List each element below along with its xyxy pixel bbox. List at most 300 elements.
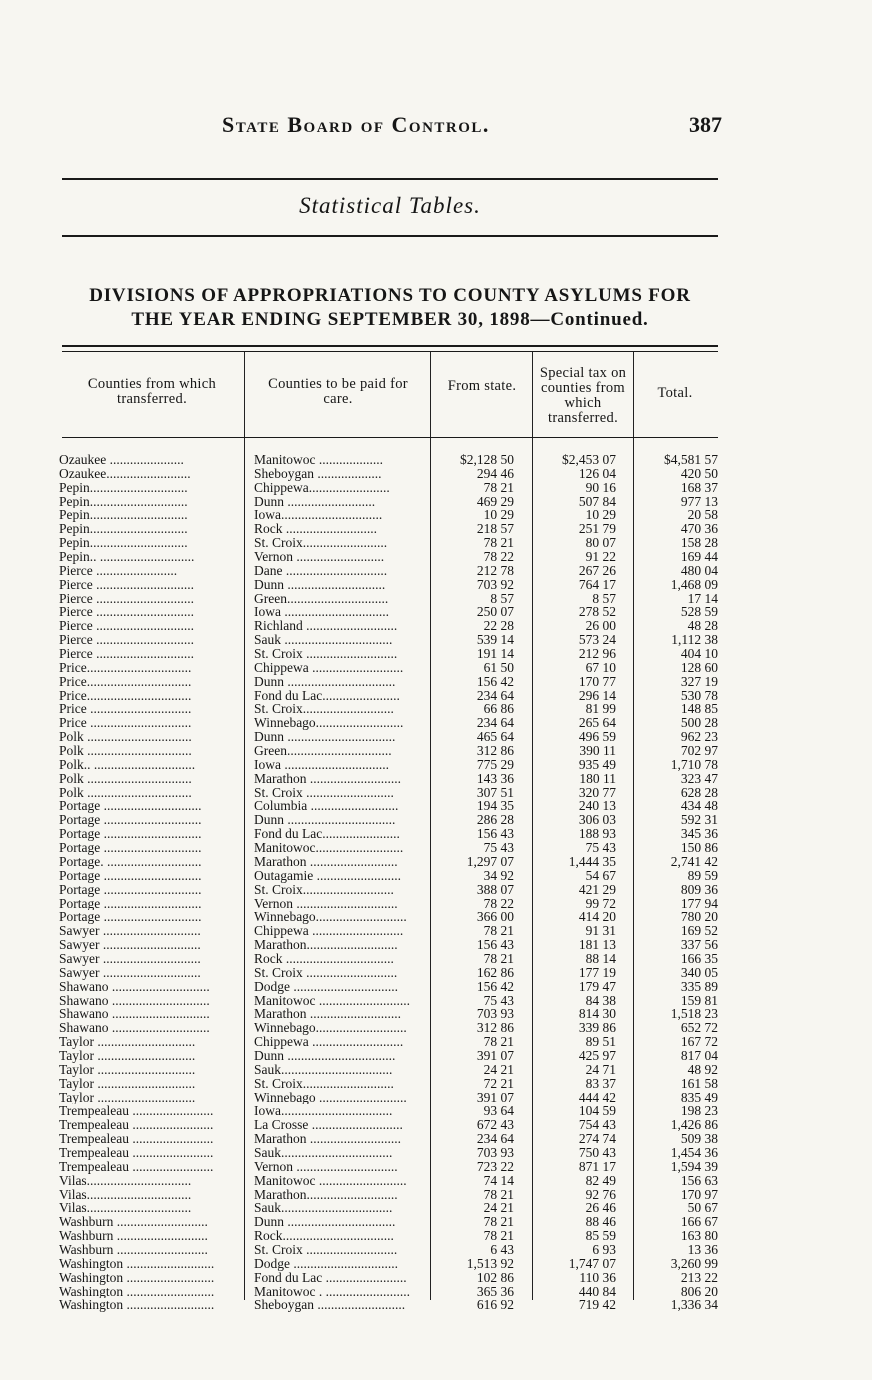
cell-total: 3,260 99 (670, 1255, 718, 1271)
cell-special-tax: 573 24 (578, 632, 616, 648)
cell-total: 20 58 (687, 507, 718, 523)
cell-from-state: 75 43 (483, 840, 514, 856)
cell-special-tax: 390 11 (579, 743, 616, 759)
cell-total: 323 47 (680, 770, 718, 786)
cell-to-county: Rock ........................... (254, 522, 377, 537)
table-row (0, 1271, 872, 1285)
table-row (0, 799, 872, 813)
table-row (0, 1063, 872, 1077)
cell-from-county: Portage ............................. (59, 896, 202, 911)
table-row (0, 730, 872, 744)
cell-total: 2,741 42 (670, 853, 718, 869)
cell-total: 159 81 (680, 992, 718, 1008)
cell-from-state: 78 21 (483, 923, 514, 939)
cell-total: 1,468 09 (670, 576, 718, 592)
cell-special-tax: 82 49 (585, 1172, 616, 1188)
cell-special-tax: 75 43 (585, 840, 616, 856)
cell-from-county: Trempealeau ........................ (59, 1132, 214, 1146)
cell-from-county: Washburn ........................... (59, 1229, 208, 1243)
cell-special-tax: 67 10 (585, 659, 616, 675)
cell-from-county: Pepin............................. (59, 494, 188, 509)
table-row (0, 716, 872, 730)
cell-from-county: Price............................... (59, 674, 192, 689)
cell-total: 806 20 (680, 1283, 718, 1299)
cell-from-state: 72 21 (483, 1075, 514, 1091)
table-row (0, 883, 872, 897)
cell-total: 404 10 (680, 646, 718, 662)
cell-from-state: 312 86 (476, 743, 514, 759)
cell-special-tax: 80 07 (585, 535, 616, 551)
cell-from-state: 703 92 (476, 576, 514, 592)
cell-special-tax: 251 79 (578, 521, 616, 537)
cell-to-county: Sauk................................. (254, 1201, 393, 1216)
cell-from-county: Shawano ............................. (59, 1007, 210, 1022)
cell-from-state: 6 43 (490, 1241, 514, 1257)
cell-to-county: Dane .............................. (254, 563, 388, 578)
cell-to-county: Iowa ............................... (254, 757, 389, 772)
cell-to-county: Fond du Lac ........................ (254, 1270, 407, 1285)
cell-total: 1,426 86 (670, 1117, 718, 1133)
cell-special-tax: 414 20 (578, 909, 616, 925)
cell-total: 335 89 (680, 978, 718, 994)
cell-from-state: 162 86 (476, 964, 514, 980)
cell-to-county: Marathon........................... (254, 1187, 398, 1202)
cell-from-state: 34 92 (483, 867, 514, 883)
cell-from-county: Sawyer ............................. (59, 951, 201, 966)
table-row (0, 1188, 872, 1202)
cell-total: 652 72 (680, 1020, 718, 1036)
cell-special-tax: 764 17 (578, 576, 616, 592)
table-row (0, 1104, 872, 1118)
cell-from-county: Pierce ............................. (59, 577, 194, 592)
table-row (0, 536, 872, 550)
cell-to-county: Dunn .......................... (254, 494, 376, 509)
header-total: Total. (657, 385, 693, 401)
cell-total: 156 63 (680, 1172, 718, 1188)
table-row (0, 1132, 872, 1146)
table-row (0, 1118, 872, 1132)
table-title-line-1: DIVISIONS OF APPROPRIATIONS TO COUNTY ASYLUMS FOR (89, 285, 691, 306)
cell-to-county: St. Croix ........................... (254, 647, 398, 661)
cell-total: 1,336 34 (670, 1297, 718, 1313)
cell-from-county: Pierce ............................. (59, 647, 194, 661)
cell-from-state: 1,513 92 (466, 1255, 514, 1271)
table-row (0, 994, 872, 1008)
cell-to-county: Dunn ................................ (254, 730, 396, 745)
table-row (0, 952, 872, 966)
cell-total: 962 23 (680, 729, 718, 745)
cell-from-county: Washington .......................... (59, 1256, 215, 1271)
table-row (0, 1007, 872, 1021)
table-row (0, 647, 872, 661)
cell-from-county: Washington .......................... (59, 1270, 215, 1285)
cell-total: 809 36 (680, 881, 718, 897)
cell-from-county: Portage ............................. (59, 813, 202, 828)
header-special-tax: Special tax on counties from which transferred. (539, 365, 627, 426)
cell-total: 1,518 23 (670, 1006, 718, 1022)
cell-from-state: 78 21 (483, 1034, 514, 1050)
table-row (0, 869, 872, 883)
cell-to-county: Winnebago........................... (254, 1021, 407, 1036)
cell-total: 1,454 36 (670, 1144, 718, 1160)
cell-special-tax: 339 86 (578, 1020, 616, 1036)
cell-from-county: Shawano ............................. (59, 993, 210, 1008)
table-row (0, 578, 872, 592)
table-row (0, 772, 872, 786)
cell-from-state: 294 46 (476, 465, 514, 481)
cell-total: 337 56 (680, 937, 718, 953)
cell-special-tax: 265 64 (578, 715, 616, 731)
cell-to-county: Sauk ................................ (254, 633, 393, 648)
running-head (60, 112, 722, 140)
cell-from-state: 312 86 (476, 1020, 514, 1036)
cell-to-county: Manitowoc ........................... (254, 993, 410, 1008)
cell-special-tax: 814 30 (578, 1006, 616, 1022)
table-row (0, 661, 872, 675)
table-row (0, 689, 872, 703)
cell-from-state: 78 22 (483, 895, 514, 911)
cell-to-county: St. Croix ........................... (254, 1242, 398, 1257)
cell-total: 50 67 (687, 1200, 718, 1216)
cell-from-county: Portage ............................. (59, 868, 202, 883)
table-row (0, 966, 872, 980)
cell-from-county: Portage ............................. (59, 882, 202, 897)
cell-from-county: Shawano ............................. (59, 1021, 210, 1036)
cell-total: 158 28 (680, 535, 718, 551)
cell-total: 345 36 (680, 826, 718, 842)
cell-to-county: Marathon .......................... (254, 854, 398, 869)
cell-from-county: Ozaukee......................... (59, 466, 191, 481)
cell-from-state: 66 86 (483, 701, 514, 717)
cell-from-state: 22 28 (483, 618, 514, 634)
cell-to-county: Fond du Lac....................... (254, 688, 400, 703)
cell-special-tax: 750 43 (578, 1144, 616, 1160)
cell-total: 592 31 (680, 812, 718, 828)
cell-to-county: Sheboygan ................... (254, 466, 382, 481)
cell-to-county: Sauk................................. (254, 1062, 393, 1077)
table-row (0, 1035, 872, 1049)
cell-from-county: Pierce ............................. (59, 591, 194, 606)
cell-from-state: 24 21 (483, 1200, 514, 1216)
cell-to-county: Chippewa ........................... (254, 660, 404, 675)
cell-to-county: Iowa ............................... (254, 605, 389, 620)
cell-from-county: Pepin............................. (59, 522, 188, 537)
table-row (0, 855, 872, 869)
cell-total: 148 85 (680, 701, 718, 717)
cell-to-county: Winnebago........................... (254, 910, 407, 925)
cell-to-county: Marathon ........................... (254, 1007, 401, 1022)
cell-special-tax: 88 14 (585, 950, 616, 966)
cell-total: 835 49 (680, 1089, 718, 1105)
cell-from-county: Price .............................. (59, 702, 192, 717)
cell-to-county: Vernon .......................... (254, 550, 385, 564)
cell-special-tax: 83 37 (585, 1075, 616, 1091)
table-row (0, 619, 872, 633)
cell-to-county: St. Croix ........................... (254, 965, 398, 980)
cell-special-tax: 278 52 (578, 604, 616, 620)
cell-from-state: 365 36 (476, 1283, 514, 1299)
table-body (0, 453, 872, 1312)
table-row (0, 841, 872, 855)
table-top-rule-thin (62, 351, 718, 352)
table-row (0, 522, 872, 536)
cell-from-county: Pepin.. ............................ (59, 550, 195, 564)
cell-total: 327 19 (680, 673, 718, 689)
cell-from-county: Pepin............................. (59, 536, 188, 551)
cell-from-state: 703 93 (476, 1144, 514, 1160)
cell-special-tax: 181 13 (578, 937, 616, 953)
cell-total: 177 94 (680, 895, 718, 911)
cell-special-tax: 170 77 (578, 673, 616, 689)
cell-special-tax: 99 72 (585, 895, 616, 911)
cell-from-state: 469 29 (476, 493, 514, 509)
cell-special-tax: 440 84 (578, 1283, 616, 1299)
cell-special-tax: 754 43 (578, 1117, 616, 1133)
cell-total: 977 13 (680, 493, 718, 509)
cell-to-county: St. Croix........................... (254, 1076, 394, 1091)
cell-from-county: Taylor ............................. (59, 1035, 196, 1049)
running-title: State Board of Control. (222, 112, 490, 137)
cell-to-county: Vernon .............................. (254, 1159, 398, 1174)
cell-total: 17 14 (687, 590, 718, 606)
table-row (0, 1298, 872, 1312)
cell-total: 169 52 (680, 923, 718, 939)
table-row (0, 786, 872, 800)
cell-special-tax: 24 71 (585, 1061, 616, 1077)
cell-special-tax: 81 99 (585, 701, 616, 717)
cell-from-state: 156 43 (476, 826, 514, 842)
cell-from-state: $2,128 50 (460, 452, 514, 467)
cell-to-county: Dunn ................................ (254, 1048, 396, 1063)
cell-special-tax: 84 38 (585, 992, 616, 1008)
cell-special-tax: 1,747 07 (568, 1255, 616, 1271)
cell-total: 480 04 (680, 562, 718, 578)
cell-total: 13 36 (687, 1241, 718, 1257)
table-row (0, 508, 872, 522)
header-rule-bottom (62, 235, 718, 237)
cell-from-county: Washburn ........................... (59, 1242, 208, 1257)
cell-special-tax: 6 93 (592, 1241, 616, 1257)
cell-total: 628 28 (680, 784, 718, 800)
table-row (0, 481, 872, 495)
cell-to-county: Dunn ................................ (254, 1215, 396, 1230)
cell-special-tax: 91 22 (585, 549, 616, 565)
cell-to-county: Manitowoc ................... (254, 453, 383, 467)
cell-total: 420 50 (680, 465, 718, 481)
cell-from-county: Washington .......................... (59, 1284, 215, 1299)
header-rule-top (62, 178, 718, 180)
table-row (0, 827, 872, 841)
table-row (0, 1215, 872, 1229)
header-from-county: Counties from which transferred. (87, 376, 217, 407)
cell-total: 166 35 (680, 950, 718, 966)
cell-special-tax: 719 42 (578, 1297, 616, 1313)
cell-special-tax: 92 76 (585, 1186, 616, 1202)
table-row (0, 1077, 872, 1091)
cell-from-county: Portage ............................. (59, 799, 202, 814)
cell-special-tax: 26 46 (585, 1200, 616, 1216)
cell-total: 169 44 (680, 549, 718, 565)
cell-from-state: 75 43 (483, 992, 514, 1008)
table-row (0, 980, 872, 994)
cell-from-state: 672 43 (476, 1117, 514, 1133)
table-row (0, 633, 872, 647)
header-underline (62, 437, 718, 438)
cell-total: 163 80 (680, 1228, 718, 1244)
cell-from-state: 307 51 (476, 784, 514, 800)
cell-total: 470 36 (680, 521, 718, 537)
cell-from-state: 703 93 (476, 1006, 514, 1022)
cell-from-county: Polk ............................... (59, 771, 192, 786)
cell-total: 702 97 (680, 743, 718, 759)
cell-from-state: 391 07 (476, 1089, 514, 1105)
table-row (0, 467, 872, 481)
table-row (0, 1229, 872, 1243)
cell-to-county: Sauk................................. (254, 1145, 393, 1160)
cell-total: 48 28 (687, 618, 718, 634)
cell-total: 168 37 (680, 479, 718, 495)
cell-to-county: Manitowoc .......................... (254, 1173, 407, 1188)
cell-from-county: Price .............................. (59, 716, 192, 731)
cell-to-county: Fond du Lac....................... (254, 827, 400, 842)
cell-special-tax: 296 14 (578, 687, 616, 703)
table-row (0, 1257, 872, 1271)
cell-from-county: Taylor ............................. (59, 1048, 196, 1063)
cell-from-county: Pierce ............................. (59, 605, 194, 620)
cell-from-state: 616 92 (476, 1297, 514, 1313)
cell-from-county: Washington .......................... (59, 1298, 215, 1313)
cell-from-county: Pierce ........................ (59, 563, 178, 578)
cell-from-county: Vilas............................... (59, 1187, 192, 1202)
cell-from-state: 391 07 (476, 1047, 514, 1063)
cell-from-state: 93 64 (483, 1103, 514, 1119)
cell-to-county: Marathon ........................... (254, 771, 401, 786)
cell-to-county: Marathon ........................... (254, 1132, 401, 1146)
cell-from-state: 74 14 (483, 1172, 514, 1188)
cell-total: 528 59 (680, 604, 718, 620)
cell-from-state: 234 64 (476, 687, 514, 703)
cell-from-county: Portage. ............................ (59, 854, 202, 869)
table-row (0, 564, 872, 578)
cell-to-county: Manitowoc.......................... (254, 841, 404, 855)
cell-from-county: Washburn ........................... (59, 1215, 208, 1230)
cell-to-county: Chippewa ........................... (254, 1035, 404, 1049)
table-row (0, 1243, 872, 1257)
cell-to-county: Vernon .............................. (254, 896, 398, 911)
cell-special-tax: 126 04 (578, 465, 616, 481)
cell-from-county: Taylor ............................. (59, 1062, 196, 1077)
cell-from-state: 250 07 (476, 604, 514, 620)
cell-to-county: Manitowoc . ......................... (254, 1284, 410, 1299)
cell-special-tax: 8 57 (592, 590, 616, 606)
cell-total: 530 78 (680, 687, 718, 703)
cell-total: 48 92 (687, 1061, 718, 1077)
cell-from-state: 78 21 (483, 1228, 514, 1244)
table-row (0, 1201, 872, 1215)
table-row (0, 495, 872, 509)
table-row (0, 1174, 872, 1188)
cell-to-county: Marathon........................... (254, 938, 398, 952)
cell-total: 213 22 (680, 1269, 718, 1285)
cell-special-tax: 1,444 35 (568, 853, 616, 869)
cell-from-state: 78 21 (483, 535, 514, 551)
cell-special-tax: 444 42 (578, 1089, 616, 1105)
cell-from-state: 78 21 (483, 1214, 514, 1230)
cell-from-state: 78 22 (483, 549, 514, 565)
cell-special-tax: 180 11 (579, 770, 616, 786)
cell-special-tax: 26 00 (585, 618, 616, 634)
cell-from-county: Ozaukee ...................... (59, 453, 184, 467)
cell-from-state: 388 07 (476, 881, 514, 897)
cell-from-county: Portage ............................. (59, 841, 202, 855)
cell-to-county: Chippewa ........................... (254, 924, 404, 939)
cell-special-tax: 104 59 (578, 1103, 616, 1119)
cell-from-state: 61 50 (483, 659, 514, 675)
cell-to-county: Outagamie ......................... (254, 868, 401, 883)
table-row (0, 910, 872, 924)
cell-from-state: 234 64 (476, 1131, 514, 1147)
cell-from-state: 156 42 (476, 673, 514, 689)
cell-total: 1,710 78 (670, 756, 718, 772)
table-title-line-2: THE YEAR ENDING SEPTEMBER 30, 1898—Continued. (131, 309, 649, 330)
cell-special-tax: 179 47 (578, 978, 616, 994)
cell-from-county: Pepin............................. (59, 508, 188, 523)
cell-special-tax: 507 84 (578, 493, 616, 509)
cell-from-state: 78 21 (483, 1186, 514, 1202)
cell-total: 434 48 (680, 798, 718, 814)
table-row (0, 675, 872, 689)
table-row (0, 1160, 872, 1174)
cell-from-county: Shawano ............................. (59, 979, 210, 994)
cell-from-county: Trempealeau ........................ (59, 1104, 214, 1119)
cell-from-county: Price............................... (59, 688, 192, 703)
cell-special-tax: 91 31 (585, 923, 616, 939)
cell-from-state: 366 00 (476, 909, 514, 925)
cell-from-county: Trempealeau ........................ (59, 1118, 214, 1133)
table-row (0, 897, 872, 911)
page-number: 387 (689, 112, 722, 137)
cell-from-county: Sawyer ............................. (59, 924, 201, 939)
cell-from-county: Portage ............................. (59, 827, 202, 842)
cell-special-tax: 274 74 (578, 1131, 616, 1147)
cell-special-tax: 110 36 (579, 1269, 616, 1285)
cell-special-tax: 421 29 (578, 881, 616, 897)
table-top-rule (62, 345, 718, 347)
cell-total: 166 67 (680, 1214, 718, 1230)
cell-from-county: Polk ............................... (59, 785, 192, 800)
cell-from-state: 78 21 (483, 950, 514, 966)
cell-to-county: Dodge ............................... (254, 979, 398, 994)
cell-from-state: 191 14 (476, 646, 514, 662)
table-row (0, 453, 872, 467)
cell-from-county: Price............................... (59, 660, 192, 675)
cell-to-county: La Crosse ........................... (254, 1118, 403, 1133)
cell-from-county: Polk.. .............................. (59, 757, 196, 772)
cell-total: 817 04 (680, 1047, 718, 1063)
cell-special-tax: 871 17 (578, 1158, 616, 1174)
cell-total: 170 97 (680, 1186, 718, 1202)
cell-from-state: 143 36 (476, 770, 514, 786)
cell-special-tax: 320 77 (578, 784, 616, 800)
table-row (0, 1049, 872, 1063)
cell-special-tax: 10 29 (585, 507, 616, 523)
cell-from-county: Pepin............................. (59, 480, 188, 495)
cell-special-tax: $2,453 07 (562, 452, 616, 467)
cell-total: 167 72 (680, 1034, 718, 1050)
cell-to-county: Dodge ............................... (254, 1256, 398, 1271)
cell-to-county: Dunn ............................. (254, 577, 386, 592)
cell-from-county: Portage ............................. (59, 910, 202, 925)
